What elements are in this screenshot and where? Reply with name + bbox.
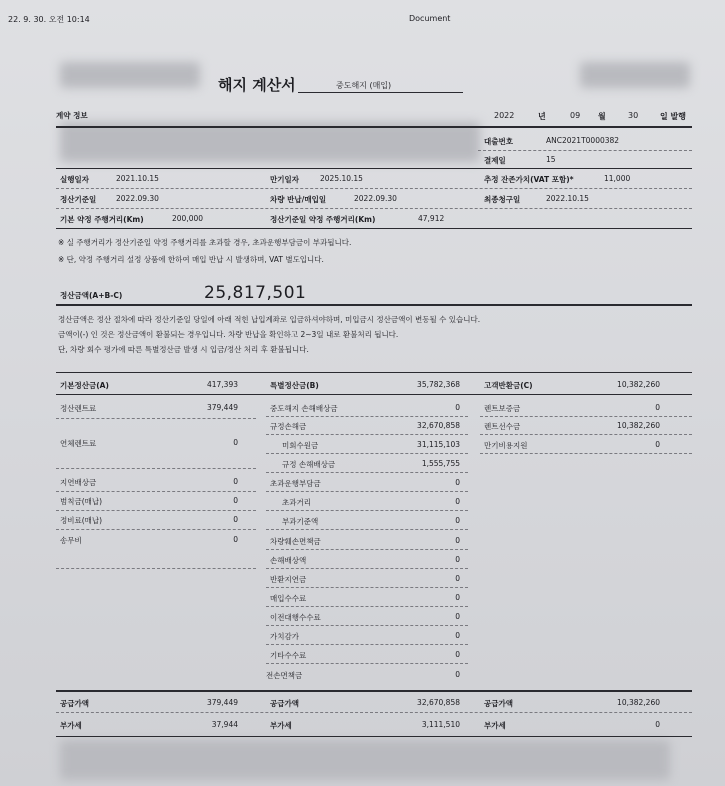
col-a-row-label: 정산렌트료 [60,404,97,413]
divider [56,208,692,209]
detail-header-rule [56,394,692,395]
col-b-row-value: 0 [455,631,460,640]
divider [266,587,468,588]
divider [266,453,468,454]
loan-no: ANC2021T0000382 [546,136,620,145]
col-b-row-label: 초과거리 [282,498,311,507]
issue-day-unit: 일 발행 [660,112,686,121]
maturity-date: 2025.10.15 [320,174,363,183]
col-b-supply-label: 공급가액 [270,699,299,708]
issue-month-unit: 월 [598,112,606,121]
col-b-row-value: 32,670,858 [417,421,460,430]
col-c-supply-label: 공급가액 [484,699,513,708]
col-a-row-value: 0 [233,496,238,505]
col-a-row-label: 송무비 [60,536,82,545]
divider [56,468,256,469]
return-date: 2022.09.30 [354,194,397,203]
col-b-header-label: 특별정산금(B) [270,381,319,390]
col-a-vat-label: 부가세 [60,721,82,730]
divider [56,510,256,511]
col-b-row-value: 0 [455,650,460,659]
print-datetime: 22. 9. 30. 오전 10:14 [8,15,90,24]
col-b-row-value: 1,555,755 [421,459,460,468]
col-a-row-label: 정비료(매납) [60,516,103,525]
col-b-row-label: 가치감가 [270,632,299,641]
divider [266,472,468,473]
settle-km-label: 정산기준일 약정 주행거리(Km) [270,215,376,224]
divider [266,416,468,417]
col-b-row-label: 반환지연금 [270,575,307,584]
settle-note-1: 정산금액은 정산 절차에 따라 정산기준일 당일에 아래 적힌 납입계좌로 입금하셔야하며, 미입금시 정산금액이 변동될 수 있습니다. [58,315,481,324]
col-b-row-value: 0 [455,516,460,525]
col-c-row-value: 0 [655,440,660,449]
loan-no-label: 대출번호 [484,137,513,146]
col-b-row-value: 0 [455,555,460,564]
col-b-row-value: 31,115,103 [417,440,460,449]
final-bill-date: 2022.10.15 [546,194,589,203]
col-a-supply-label: 공급가액 [60,699,89,708]
col-a-header-label: 기본정산금(A) [60,381,109,390]
divider [266,491,468,492]
issue-year-unit: 년 [538,112,546,121]
redacted-footer [60,740,670,780]
redacted-logo [60,62,200,88]
print-title: Document [409,14,451,23]
note-1: ※ 실 주행거리가 정산기준일 약정 주행거리를 초과할 경우, 초과운행부담금이 부과됩니다. [58,238,352,247]
detail-top-rule [56,372,692,373]
totals-bottom-rule [56,736,692,737]
contract-top-rule [56,126,692,128]
col-a-row-value: 0 [233,535,238,544]
divider [266,644,468,645]
settle-km-value: 47,912 [418,214,445,223]
note-2: ※ 단, 약정 주행거리 설정 상품에 한하여 매입 반납 시 발생하며, VAT 별도입니다. [58,255,324,264]
residual-value: 11,000 [604,174,631,183]
col-b-header-value: 35,782,368 [417,380,460,389]
settlement-label: 정산금액(A+B-C) [60,291,123,300]
col-a-row-value: 0 [233,438,238,447]
divider [266,625,468,626]
col-c-row-value: 0 [655,403,660,412]
divider [56,188,692,189]
divider [56,568,256,569]
col-c-vat-value: 0 [655,720,660,729]
col-b-vat-label: 부가세 [270,721,292,730]
col-b-row-label: 전손면책금 [266,671,303,680]
divider [56,712,692,713]
col-b-row-label: 미회수원금 [282,441,319,450]
settle-base-date: 2022.09.30 [116,194,159,203]
divider [266,606,468,607]
settle-note-3: 단, 차량 회수 평가에 따른 특별정산금 발생 시 입금/정산 처리 후 환불됩니다. [58,345,309,354]
col-a-row-label: 범칙금(매납) [60,497,103,506]
col-a-row-value: 379,449 [206,403,238,412]
col-c-supply-value: 10,382,260 [617,698,660,707]
contract-section-label: 계약 정보 [56,111,88,120]
divider [478,150,692,151]
contract-bottom-rule [56,228,692,229]
pay-day: 15 [546,155,556,164]
doc-subtitle: 중도해지 (매입) [336,81,392,90]
col-b-row-label: 이전대행수수료 [270,613,321,622]
col-c-vat-label: 부가세 [484,721,506,730]
divider [56,491,256,492]
col-c-row-label: 만기비용지원 [484,441,528,450]
col-a-supply-value: 379,449 [206,698,238,707]
divider [56,529,256,530]
divider [480,416,692,417]
redacted-corner [580,62,690,88]
col-b-row-value: 0 [455,403,460,412]
col-b-row-label: 손해배상액 [270,556,307,565]
divider [480,434,692,435]
col-b-row-value: 0 [455,478,460,487]
divider [266,549,468,550]
redacted-customer-info [60,122,480,162]
divider [266,663,468,664]
settle-note-2: 금액이(-) 인 것은 정산금액이 환불되는 경우입니다. 차량 반납을 확인하고 2~3일 내로 환불처리 됩니다. [58,330,399,339]
col-b-row-value: 0 [455,593,460,602]
base-km-value: 200,000 [172,214,204,223]
col-b-row-value: 0 [455,612,460,621]
col-c-header-value: 10,382,260 [617,380,660,389]
col-b-row-value: 0 [455,574,460,583]
col-c-header-label: 고객반환금(C) [484,381,533,390]
issue-month: 09 [570,111,581,120]
residual-label: 추정 잔존가치(VAT 포함)* [484,175,574,184]
settlement-amount: 25,817,501 [204,283,307,303]
col-b-row-label: 규정 손해배상금 [282,460,336,469]
col-a-vat-value: 37,944 [211,720,238,729]
col-b-supply-value: 32,670,858 [417,698,460,707]
divider [56,418,256,419]
divider [266,510,468,511]
settle-base-label: 정산기준일 [60,195,97,204]
col-b-row-label: 부과기준액 [282,517,319,526]
divider [480,453,692,454]
start-label: 실행일자 [60,175,89,184]
pay-day-label: 결제일 [484,156,506,165]
col-c-row-label: 렌트보증금 [484,404,521,413]
col-b-row-label: 차량훼손면책금 [270,537,321,546]
col-b-row-value: 0 [455,497,460,506]
contract-mid-rule [56,168,692,169]
maturity-label: 만기일자 [270,175,299,184]
issue-day: 30 [628,111,639,120]
divider [266,529,468,530]
col-a-header-value: 417,393 [206,380,238,389]
divider [266,434,468,435]
col-b-row-label: 규정손해금 [270,422,307,431]
totals-top-rule [56,690,692,692]
col-b-row-label: 초과운행부담금 [270,479,321,488]
issue-year: 2022 [494,111,515,120]
final-bill-label: 최종청구일 [484,195,521,204]
base-km-label: 기본 약정 주행거리(Km) [60,215,144,224]
col-b-row-value: 0 [455,536,460,545]
col-a-row-label: 연체렌트료 [60,439,97,448]
col-b-vat-value: 3,111,510 [421,720,460,729]
start-date: 2021.10.15 [116,174,159,183]
col-b-row-label: 매입수수료 [270,594,307,603]
col-c-row-value: 10,382,260 [617,421,660,430]
col-a-row-value: 0 [233,477,238,486]
title-underline [298,92,463,93]
divider [266,568,468,569]
col-a-row-label: 지연배상금 [60,478,97,487]
return-label: 차량 반납/매입일 [270,195,327,204]
col-c-row-label: 렌트선수금 [484,422,521,431]
col-b-row-value: 0 [455,670,460,679]
col-b-row-label: 기타수수료 [270,651,307,660]
col-a-row-value: 0 [233,515,238,524]
doc-title: 해지 계산서 [218,76,296,94]
settlement-rule [56,304,692,306]
col-b-row-label: 중도해지 손해배상금 [270,404,338,413]
